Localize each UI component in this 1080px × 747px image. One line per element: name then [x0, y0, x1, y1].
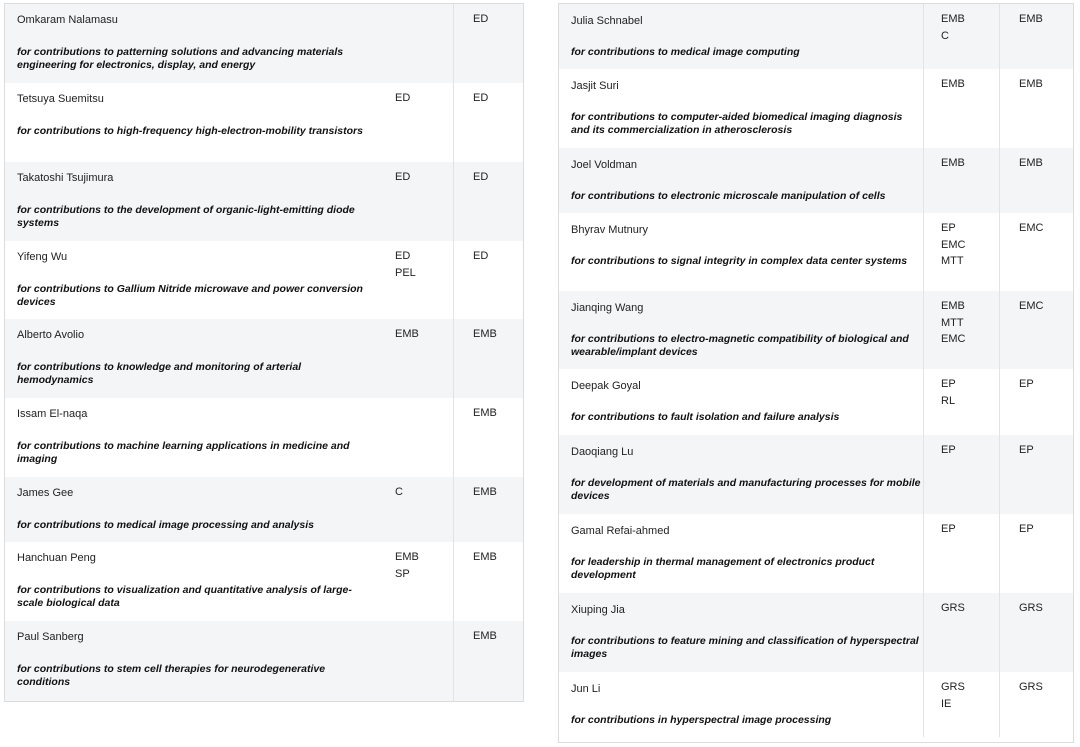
fellow-name: James Gee — [17, 487, 74, 499]
evaluating-society: ED — [395, 92, 411, 104]
evaluating-society: SP — [395, 567, 410, 580]
fellow-row — [559, 291, 1073, 369]
fellow-row — [559, 369, 1073, 435]
member-society-cell — [999, 672, 1073, 737]
fellow-row — [5, 621, 523, 701]
member-society-cell — [453, 621, 523, 701]
fellow-row — [559, 514, 1073, 593]
fellow-row — [559, 4, 1073, 69]
fellow-citation: for contributions to medical image computing — [571, 46, 800, 58]
fellow-citation: for contributions to stem cell therapies for neurodegenerative conditions — [17, 663, 326, 688]
fellow-cell — [559, 593, 924, 672]
fellow-row — [559, 69, 1073, 148]
evaluating-society: EMC — [941, 333, 966, 345]
member-society: EMB — [473, 551, 497, 563]
fellow-name: Julia Schnabel — [571, 15, 643, 27]
fellow-row — [5, 477, 523, 542]
fellow-row — [5, 542, 523, 621]
fellow-citation: for contributions to feature mining and classification of hyperspectral images — [571, 635, 919, 660]
member-society: EMC — [1019, 300, 1044, 312]
member-society-cell — [999, 69, 1073, 148]
member-society-cell — [453, 542, 523, 621]
member-society-cell — [453, 162, 523, 241]
fellow-name: Paul Sanberg — [17, 631, 84, 643]
evaluating-society-cell — [923, 514, 1000, 593]
fellow-row — [559, 672, 1073, 737]
evaluating-society-cell — [377, 162, 454, 241]
member-society: EMB — [1019, 13, 1043, 25]
member-society: ED — [473, 92, 489, 104]
evaluating-society-cell — [923, 4, 1000, 69]
evaluating-society: EMB — [941, 13, 965, 25]
evaluating-society-cell — [923, 672, 1000, 737]
member-society: EMB — [473, 407, 497, 419]
evaluating-society: EMC — [941, 238, 966, 251]
evaluating-society: EP — [941, 444, 956, 456]
fellow-row — [5, 241, 523, 319]
fellow-name: Jasjit Suri — [571, 80, 619, 92]
evaluating-society: MTT — [941, 316, 964, 329]
evaluating-society-cell — [377, 83, 454, 162]
evaluating-society: EMB — [941, 78, 965, 90]
fellow-citation: for contributions to visualization and quantitative analysis of large-scale biological data — [17, 584, 352, 609]
fellow-name: Takatoshi Tsujimura — [17, 172, 114, 184]
fellow-name: Jianqing Wang — [571, 302, 644, 314]
fellow-citation: for contributions to high-frequency high-electron-mobility transistors — [17, 125, 363, 137]
fellow-citation: for contributions to Gallium Nitride microwave and power conversion devices — [17, 283, 363, 308]
member-society: EMC — [1019, 222, 1044, 234]
evaluating-society-cell — [377, 241, 454, 319]
fellow-cell — [5, 241, 377, 319]
fellow-row — [5, 162, 523, 241]
evaluating-society-cell — [923, 213, 1000, 291]
fellow-citation: for contributions to patterning solutions and advancing materials engineering for electronics, display, and energy — [17, 46, 344, 71]
fellow-name: Deepak Goyal — [571, 380, 641, 392]
fellow-citation: for contributions to knowledge and monitoring of arterial hemodynamics — [17, 361, 302, 386]
fellow-cell — [5, 162, 377, 241]
fellows-table-left — [4, 3, 524, 702]
member-society-cell — [999, 435, 1073, 514]
fellow-cell — [5, 4, 377, 83]
fellow-citation: for contributions to medical image processing and analysis — [17, 519, 314, 531]
fellow-name: Tetsuya Suemitsu — [17, 93, 104, 105]
fellow-cell — [559, 369, 924, 435]
evaluating-society-cell — [923, 593, 1000, 672]
member-society: ED — [473, 13, 489, 25]
member-society: ED — [473, 250, 489, 262]
fellow-row — [559, 148, 1073, 213]
member-society-cell — [999, 514, 1073, 593]
evaluating-society: C — [941, 29, 949, 42]
fellow-cell — [559, 672, 924, 737]
member-society: GRS — [1019, 681, 1043, 693]
evaluating-society: PEL — [395, 266, 416, 279]
fellow-citation: for development of materials and manufacturing processes for mobile devices — [571, 477, 921, 502]
evaluating-society: GRS — [941, 602, 965, 614]
evaluating-society-cell — [377, 4, 454, 83]
evaluating-society: EP — [941, 523, 956, 535]
member-society-cell — [999, 148, 1073, 213]
fellow-cell — [559, 4, 924, 69]
member-society: EMB — [473, 486, 497, 498]
evaluating-society: EMB — [395, 551, 419, 563]
fellows-table-right — [558, 3, 1074, 743]
fellow-cell — [559, 514, 924, 593]
evaluating-society: C — [395, 486, 403, 498]
fellow-cell — [559, 213, 924, 291]
evaluating-society: RL — [941, 394, 956, 407]
member-society-cell — [999, 593, 1073, 672]
member-society-cell — [453, 4, 523, 83]
fellow-name: Daoqiang Lu — [571, 446, 634, 458]
evaluating-society: EP — [941, 378, 956, 390]
fellow-name: Alberto Avolio — [17, 329, 85, 341]
fellow-citation: for contributions to the development of organic-light-emitting diode systems — [17, 204, 355, 229]
member-society: EP — [1019, 378, 1034, 390]
evaluating-society-cell — [923, 148, 1000, 213]
evaluating-society-cell — [923, 291, 1000, 369]
fellow-cell — [5, 542, 377, 621]
fellow-cell — [5, 398, 377, 477]
fellow-name: Gamal Refai-ahmed — [571, 525, 670, 537]
fellow-row — [559, 435, 1073, 514]
fellow-cell — [5, 83, 377, 162]
evaluating-society: EP — [941, 222, 956, 234]
member-society-cell — [999, 291, 1073, 369]
member-society: GRS — [1019, 602, 1043, 614]
evaluating-society-cell — [923, 369, 1000, 435]
fellow-citation: for contributions to computer-aided biomedical imaging diagnosis and its commercialization in atherosclerosis — [571, 111, 903, 136]
member-society-cell — [453, 477, 523, 542]
fellow-cell — [559, 291, 924, 369]
member-society: EMB — [1019, 78, 1043, 90]
fellow-name: Issam El-naqa — [17, 408, 88, 420]
member-society-cell — [453, 398, 523, 477]
evaluating-society: MTT — [941, 255, 964, 267]
fellow-name: Xiuping Jia — [571, 604, 625, 616]
member-society-cell — [453, 241, 523, 319]
member-society: EP — [1019, 523, 1034, 535]
fellow-cell — [5, 319, 377, 398]
fellow-cell — [559, 148, 924, 213]
fellow-citation: for contributions to fault isolation and failure analysis — [571, 411, 840, 423]
fellow-cell — [559, 435, 924, 514]
fellow-row — [5, 319, 523, 398]
member-society-cell — [453, 83, 523, 162]
fellow-citation: for contributions to machine learning applications in medicine and imaging — [17, 440, 350, 465]
member-society-cell — [999, 4, 1073, 69]
member-society-cell — [999, 369, 1073, 435]
evaluating-society-cell — [377, 477, 454, 542]
evaluating-society-cell — [377, 542, 454, 621]
member-society: EMB — [1019, 157, 1043, 169]
evaluating-society: IE — [941, 697, 952, 710]
evaluating-society-cell — [377, 398, 454, 477]
fellow-name: Omkaram Nalamasu — [17, 14, 118, 26]
fellow-name: Yifeng Wu — [17, 251, 68, 263]
fellow-cell — [5, 621, 377, 701]
fellow-cell — [559, 69, 924, 148]
evaluating-society-cell — [377, 319, 454, 398]
fellow-row — [5, 83, 523, 162]
member-society-cell — [999, 213, 1073, 291]
fellow-citation: for contributions to electronic microscale manipulation of cells — [571, 190, 886, 202]
evaluating-society: EMB — [941, 157, 965, 169]
fellow-citation: for contributions to signal integrity in complex data center systems — [571, 255, 908, 267]
member-society: EMB — [473, 630, 497, 642]
fellow-name: Hanchuan Peng — [17, 552, 96, 564]
member-society: EP — [1019, 444, 1034, 456]
evaluating-society: EMB — [395, 328, 419, 340]
evaluating-society: ED — [395, 171, 411, 183]
evaluating-society: EMB — [941, 300, 965, 312]
fellow-name: Joel Voldman — [571, 159, 638, 171]
fellow-citation: for contributions in hyperspectral image processing — [571, 714, 832, 726]
fellow-citation: for leadership in thermal management of electronics product development — [571, 556, 875, 581]
evaluating-society-cell — [377, 621, 454, 701]
fellow-row — [559, 213, 1073, 291]
fellow-row — [5, 4, 523, 83]
fellow-row — [5, 398, 523, 477]
evaluating-society-cell — [923, 435, 1000, 514]
member-society: ED — [473, 171, 489, 183]
fellow-citation: for contributions to electro-magnetic compatibility of biological and wearable/implant devices — [571, 333, 909, 358]
evaluating-society-cell — [923, 69, 1000, 148]
fellow-row — [559, 593, 1073, 672]
fellow-cell — [5, 477, 377, 542]
member-society-cell — [453, 319, 523, 398]
fellow-name: Bhyrav Mutnury — [571, 224, 649, 236]
member-society: EMB — [473, 328, 497, 340]
fellow-name: Jun Li — [571, 683, 601, 695]
evaluating-society: GRS — [941, 681, 965, 693]
evaluating-society: ED — [395, 250, 411, 262]
